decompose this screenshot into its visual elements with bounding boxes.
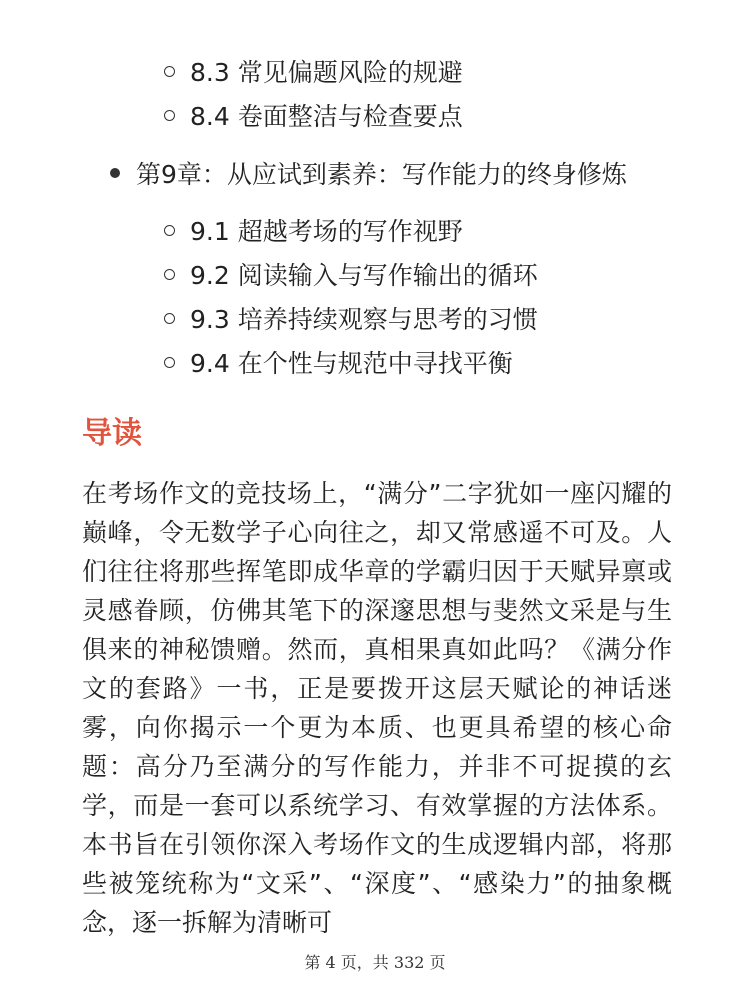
hollow-bullet-icon bbox=[164, 313, 175, 324]
toc-item-9-3[interactable] bbox=[164, 298, 538, 338]
toc-chapter-9[interactable] bbox=[110, 153, 627, 193]
toc-chapter-label: 第9章：从应试到素养：写作能力的终身修炼 bbox=[136, 160, 627, 189]
hollow-bullet-icon bbox=[164, 225, 175, 236]
toc-item-label: 9.4 在个性与规范中寻找平衡 bbox=[190, 349, 513, 378]
toc-item-label: 9.3 培养持续观察与思考的习惯 bbox=[190, 305, 538, 334]
hollow-bullet-icon bbox=[164, 66, 175, 77]
toc-item-9-1[interactable] bbox=[164, 210, 463, 250]
toc-item-label: 9.2 阅读输入与写作输出的循环 bbox=[190, 261, 538, 290]
toc-item-label: 8.3 常见偏题风险的规避 bbox=[190, 58, 463, 87]
toc-item-8-3[interactable] bbox=[164, 51, 463, 91]
filled-bullet-icon bbox=[110, 168, 120, 178]
toc-item-9-4[interactable] bbox=[164, 342, 513, 382]
toc-item-8-4[interactable] bbox=[164, 95, 463, 135]
hollow-bullet-icon bbox=[164, 269, 175, 280]
section-heading: 导读 bbox=[82, 416, 142, 451]
page-number-footer: 第 4 页，共 332 页 bbox=[304, 953, 446, 972]
body-paragraph: 在考场作文的竞技场上，“满分”二字犹如一座闪耀的巅峰，令无数学子心向往之，却又常感遥不可及。人们往往将那些挥笔即成华章的学霸归因于天赋异禀或灵感眷顾，仿佛其笔下的深邃思想与斐然文采是与生俱来的神秘馈赠。然而，真相果真如此吗？《满分作文的套路》一书，正是要拨开这层天赋论的神话迷雾，向你揭示一个更为本质、也更具希望的核心命题：高分乃至满分的写作能力，并非不可捉摸的玄学，而是一套可以系统学习、有效掌握的方法体系。本书旨在引领你深入考场作文的生成逻辑内部，将那些被笼统称为“文采”、“深度”、“感染力”的抽象概念，逐一拆解为清晰可 bbox=[82, 479, 672, 937]
hollow-bullet-icon bbox=[164, 110, 175, 121]
toc-item-label: 8.4 卷面整洁与检查要点 bbox=[190, 102, 463, 131]
hollow-bullet-icon bbox=[164, 357, 175, 368]
toc-item-9-2[interactable] bbox=[164, 254, 538, 294]
toc-item-label: 9.1 超越考场的写作视野 bbox=[190, 217, 463, 246]
